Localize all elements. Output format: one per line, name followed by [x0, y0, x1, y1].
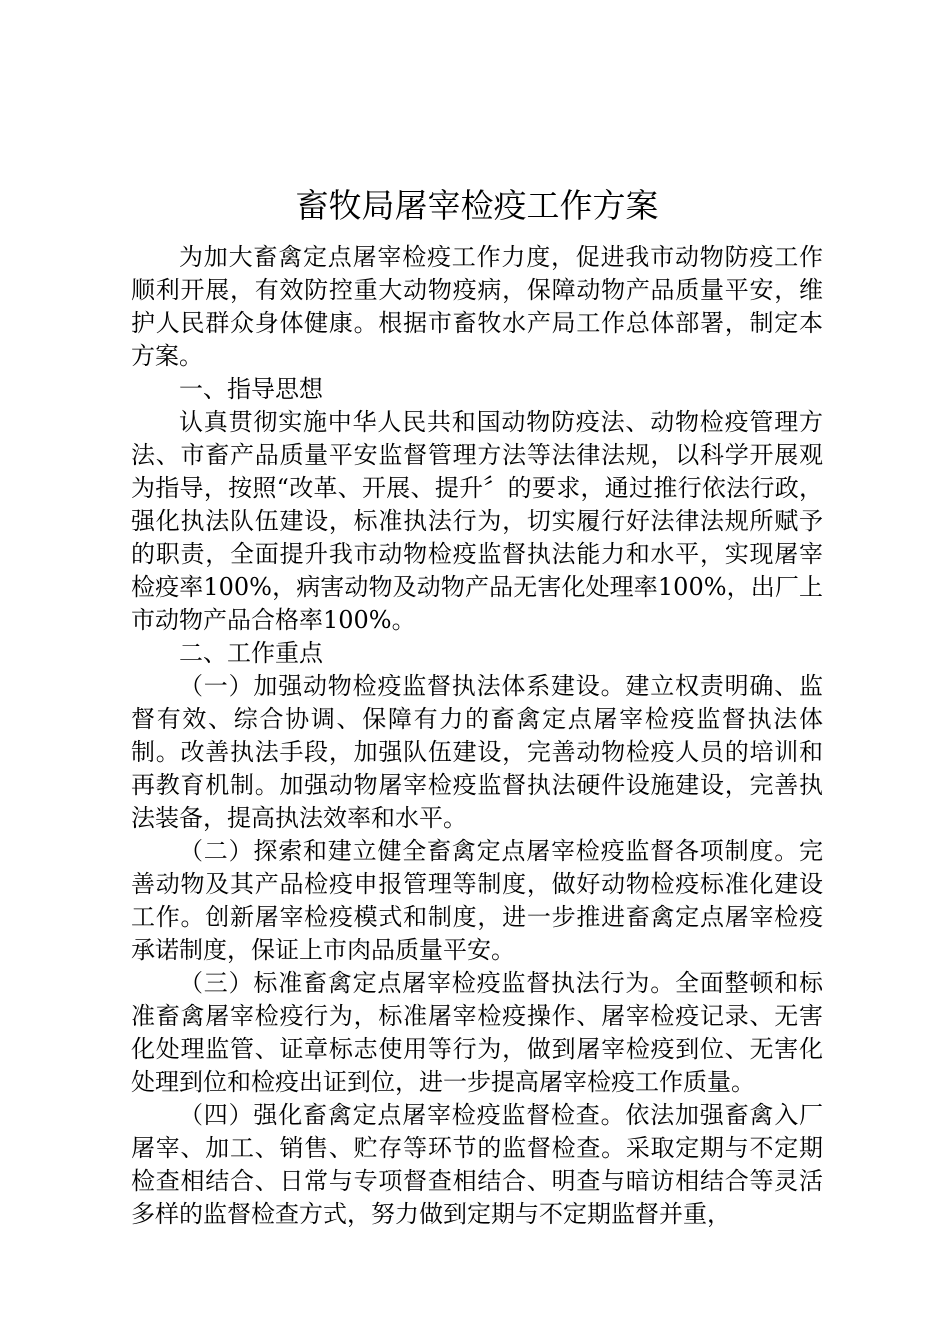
document-title: 畜牧局屠宰检疫工作方案	[295, 186, 659, 225]
section-heading-guiding-ideology: 一、指导思想	[179, 375, 323, 403]
section-heading-work-focus: 二、工作重点	[179, 639, 323, 667]
work-focus-item-1: （一）加强动物检疫监督执法体系建设。建立权责明确、监督有效、综合协调、保障有力的畜禽定点屠宰检疫监督执法体制。改善执法手段，加强队伍建设，完善动物检疫人员的培训和再教育机制。加强动物屠宰检疫监督执法硬件设施建设，完善执法装备，提高执法效率和水平。	[131, 672, 823, 832]
work-focus-item-2: （二）探索和建立健全畜禽定点屠宰检疫监督各项制度。完善动物及其产品检疫申报管理等制度，做好动物检疫标准化建设工作。创新屠宰检疫模式和制度，进一步推进畜禽定点屠宰检疫承诺制度，保证上市肉品质量平安。	[131, 837, 823, 964]
intro-paragraph: 为加大畜禽定点屠宰检疫工作力度，促进我市动物防疫工作顺利开展，有效防控重大动物疫病，保障动物产品质量平安，维护人民群众身体健康。根据市畜牧水产局工作总体部署，制定本方案。	[131, 243, 823, 370]
work-focus-item-3: （三）标准畜禽定点屠宰检疫监督执法行为。全面整顿和标准畜禽屠宰检疫行为，标准屠宰检疫操作、屠宰检疫记录、无害化处理监管、证章标志使用等行为，做到屠宰检疫到位、无害化处理到位和检疫出证到位，进一步提高屠宰检疫工作质量。	[131, 969, 823, 1096]
work-focus-item-4: （四）强化畜禽定点屠宰检疫监督检查。依法加强畜禽入厂屠宰、加工、销售、贮存等环节的监督检查。采取定期与不定期检查相结合、日常与专项督查相结合、明查与暗访相结合等灵活多样的监督检查方式，努力做到定期与不定期监督并重，	[131, 1101, 823, 1228]
guiding-ideology-paragraph: 认真贯彻实施中华人民共和国动物防疫法、动物检疫管理方法、市畜产品质量平安监督管理方法等法律法规，以科学开展观为指导，按照“改革、开展、提升〞的要求，通过推行依法行政，强化执法队伍建设，标准执法行为，切实履行好法律法规所赋予的职责，全面提升我市动物检疫监督执法能力和水平，实现屠宰检疫率100%，病害动物及动物产品无害化处理率100%，出厂上市动物产品合格率100%。	[131, 408, 823, 634]
document-page	[131, 182, 823, 1231]
